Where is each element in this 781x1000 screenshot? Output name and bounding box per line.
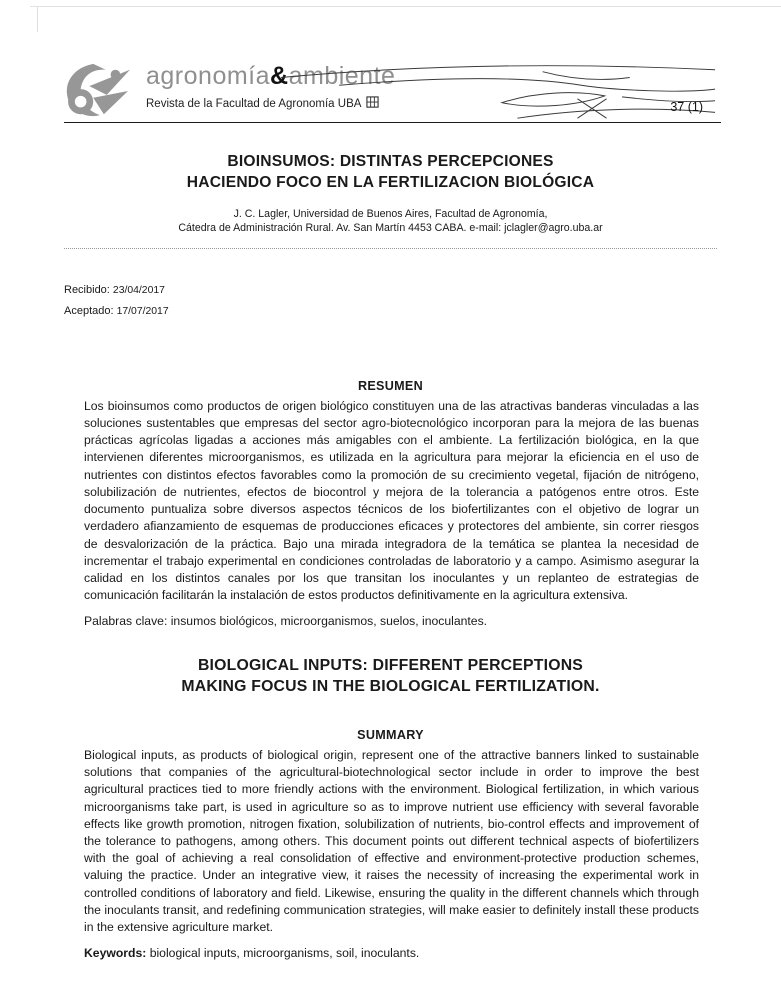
keywords-label: Keywords: xyxy=(84,946,147,961)
author-line1: J. C. Lagler, Universidad de Buenos Aires, Facultad de Agronomía, xyxy=(233,207,548,220)
journal-name xyxy=(146,64,395,89)
summary-body: Biological inputs, as products of biological origin, represent one of the attractive banners linked to sustainable solutions that companies of the agricultural-biotechnological sector include in order to improve the best agricultural practices tied to more friendly actions with the environment. Biological fertilization, in which various microorganisms take part, is used in agriculture so as to improve nutrient use efficiency with several favorable effects like growth promotion, nitrogen fixation, solubilization of nutrients, bio-control effects and improvement of the tolerance to pathogens, among others. This document points out different technical aspects of biofertilizers with the goal of achieving a real consolidation of effective and environment-protective production schemes, valuing the practice. Under an integrative view, it raises the necessity of increasing the experimental work in controlled conditions of laboratory and field. Likewise, ensuring the quality in the different channels which through the inoculants transit, and redefining communication strategies, will make easier to definitely install these products in the extensive agriculture market. xyxy=(84,748,699,935)
journal-name-part2: ambiente xyxy=(288,62,396,90)
author-affiliation xyxy=(64,207,717,236)
journal-title-block xyxy=(146,64,395,112)
article-title-es-line1: BIOINSUMOS: DISTINTAS PERCEPCIONES xyxy=(227,153,554,171)
article-title-en-line2: MAKING FOCUS IN THE BIOLOGICAL FERTILIZATION. xyxy=(181,678,600,696)
author-line2: Cátedra de Administración Rural. Av. San Martín 4453 CABA. e-mail: jclagler@agro.uba.ar xyxy=(178,221,603,234)
keywords-text: biological inputs, microorganisms, soil, inoculants. xyxy=(146,946,420,961)
article-content xyxy=(64,142,717,962)
article-title-es-line2: HACIENDO FOCO EN LA FERTILIZACION BIOLÓGICA xyxy=(186,174,595,192)
accepted-row xyxy=(64,301,717,321)
article-title-en-line1: BIOLOGICAL INPUTS: DIFFERENT PERCEPTIONS xyxy=(197,657,584,675)
palabras-clave-text: insumos biológicos, microorganismos, suelos, inoculantes. xyxy=(167,614,488,629)
received-date: 23/04/2017 xyxy=(112,285,165,297)
article-title-en xyxy=(64,656,717,698)
keywords xyxy=(84,945,699,962)
scan-edge xyxy=(30,6,781,7)
scan-edge xyxy=(37,6,38,32)
resumen-body: Los bioinsumos como productos de origen biológico constituyen una de las atractivas banderas vinculadas a las soluciones sustentables que empresas del sector agro-biotecnológico incorporan para la mejora de las buenas prácticas agrícolas ligadas a acciones más amigables con el ambiente. La fertilización biológica, en la que intervienen diferentes microorganismos, es utilizada en la agricultura para mejorar la eficiencia en el uso de nutrientes con distintos efectos favorables como la promoción de su crecimiento vegetal, fijación de nitrógeno, solubilización de nutrientes, efectos de biocontrol y mejora de la tolerancia a patógenos entre otros. Este documento puntualiza sobre diversos aspectos técnicos de los biofertilizantes con el objetivo de lograr un verdadero afianzamiento de esquemas de producciones eficaces y protectores del ambiente, sin correr riesgos de desvalorización de la práctica. Bajo una mirada integradora de la temática se plantea la necesidad de incrementar el trabajo experimental en condiciones controladas de laboratorio y a campo. Asimismo asegurar la calidad en los distintos canales por los que transitan los inoculantes y un replanteo de estrategias de comunicación facilitarán la instalación de estos productos definitivamente en la agricultura extensiva. xyxy=(84,398,699,603)
journal-logo-icon xyxy=(64,62,134,125)
journal-name-part1: agronomía xyxy=(146,62,271,90)
accepted-label: Aceptado: xyxy=(64,304,114,317)
journal-name-ampersand: & xyxy=(270,62,289,90)
resumen-heading: RESUMEN xyxy=(357,378,424,393)
summary-heading: SUMMARY xyxy=(357,728,424,742)
received-label: Recibido: xyxy=(64,284,110,297)
journal-subtitle xyxy=(146,96,395,112)
article-title-es xyxy=(64,152,717,193)
journal-header xyxy=(64,64,721,124)
header-rule xyxy=(64,122,721,123)
received-row xyxy=(64,280,717,300)
palabras-clave-label: Palabras clave: xyxy=(84,614,168,629)
journal-subtitle-text: Revista de la Facultad de Agronomía UBA xyxy=(146,98,362,110)
palabras-clave xyxy=(84,613,699,630)
accepted-date: 17/07/2017 xyxy=(116,305,169,317)
submission-dates xyxy=(64,280,717,321)
dotted-separator xyxy=(64,248,717,249)
uba-crest-icon xyxy=(366,96,379,112)
issue-number: 37 (1) xyxy=(670,100,703,114)
